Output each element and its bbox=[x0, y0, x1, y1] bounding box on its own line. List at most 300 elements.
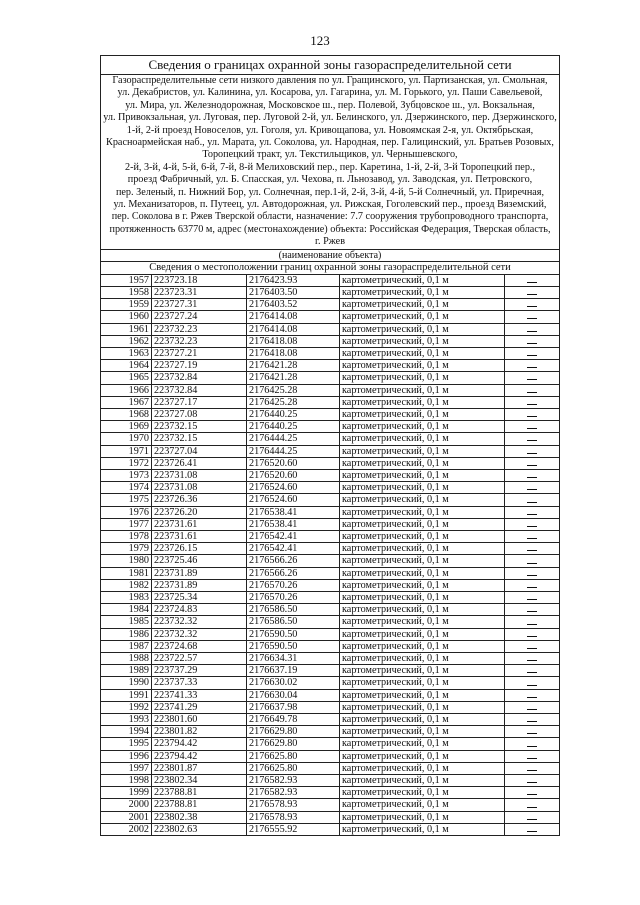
y-coordinate-cell: 2176570.26 bbox=[247, 591, 340, 603]
point-number-cell: 1987 bbox=[101, 640, 152, 652]
accuracy-cell bbox=[505, 530, 560, 542]
y-coordinate-cell: 2176625.80 bbox=[247, 750, 340, 762]
method-cell: картометрический, 0,1 м bbox=[340, 604, 505, 616]
document-heading: Сведения о границах охранной зоны газораспределительной сети bbox=[101, 56, 559, 75]
y-coordinate-cell: 2176524.60 bbox=[247, 494, 340, 506]
dash-mark bbox=[527, 306, 537, 307]
table-row bbox=[101, 628, 559, 640]
method-cell: картометрический, 0,1 м bbox=[340, 372, 505, 384]
method-cell: картометрический, 0,1 м bbox=[340, 677, 505, 689]
description-line: Газораспределительные сети низкого давления по ул. Гращинского, ул. Партизанская, ул. Смольная, bbox=[112, 75, 548, 86]
dash-mark bbox=[527, 685, 537, 686]
x-coordinate-cell: 223725.46 bbox=[152, 555, 247, 567]
point-number-cell: 1967 bbox=[101, 396, 152, 408]
method-cell: картометрический, 0,1 м bbox=[340, 738, 505, 750]
accuracy-cell bbox=[505, 360, 560, 372]
table-row bbox=[101, 689, 559, 701]
y-coordinate-cell: 2176524.60 bbox=[247, 482, 340, 494]
table-row bbox=[101, 323, 559, 335]
y-coordinate-cell: 2176520.60 bbox=[247, 457, 340, 469]
method-cell: картометрический, 0,1 м bbox=[340, 640, 505, 652]
method-cell: картометрический, 0,1 м bbox=[340, 433, 505, 445]
table-row bbox=[101, 335, 559, 347]
point-number-cell: 1995 bbox=[101, 738, 152, 750]
dash-mark bbox=[527, 331, 537, 332]
x-coordinate-cell: 223731.89 bbox=[152, 567, 247, 579]
dash-mark bbox=[527, 575, 537, 576]
x-coordinate-cell: 223802.63 bbox=[152, 823, 247, 835]
y-coordinate-cell: 2176590.50 bbox=[247, 628, 340, 640]
page-number: 123 bbox=[310, 33, 330, 48]
table-row bbox=[101, 518, 559, 530]
table-row bbox=[101, 286, 559, 298]
x-coordinate-cell: 223737.29 bbox=[152, 665, 247, 677]
dash-mark bbox=[527, 672, 537, 673]
point-number-cell: 1997 bbox=[101, 762, 152, 774]
method-cell: картометрический, 0,1 м bbox=[340, 347, 505, 359]
method-cell: картометрический, 0,1 м bbox=[340, 726, 505, 738]
method-cell: картометрический, 0,1 м bbox=[340, 616, 505, 628]
y-coordinate-cell: 2176586.50 bbox=[247, 616, 340, 628]
method-cell: картометрический, 0,1 м bbox=[340, 384, 505, 396]
x-coordinate-cell: 223727.08 bbox=[152, 408, 247, 420]
y-coordinate-cell: 2176542.41 bbox=[247, 530, 340, 542]
table-row bbox=[101, 275, 559, 287]
point-number-cell: 1982 bbox=[101, 579, 152, 591]
dash-mark bbox=[527, 697, 537, 698]
accuracy-cell bbox=[505, 396, 560, 408]
y-coordinate-cell: 2176578.93 bbox=[247, 799, 340, 811]
point-number-cell: 1964 bbox=[101, 360, 152, 372]
x-coordinate-cell: 223727.24 bbox=[152, 311, 247, 323]
table-row bbox=[101, 421, 559, 433]
table-row bbox=[101, 787, 559, 799]
accuracy-cell bbox=[505, 579, 560, 591]
table-row bbox=[101, 775, 559, 787]
point-number-cell: 1961 bbox=[101, 323, 152, 335]
point-number-cell: 1973 bbox=[101, 469, 152, 481]
dash-mark bbox=[527, 367, 537, 368]
y-coordinate-cell: 2176582.93 bbox=[247, 787, 340, 799]
description-line: Торопецкий тракт, ул. Текстильщиков, ул. Чернышевского, bbox=[202, 149, 458, 161]
description-line: г. Ржев bbox=[314, 236, 346, 248]
x-coordinate-cell: 223727.17 bbox=[152, 396, 247, 408]
point-number-cell: 1957 bbox=[101, 275, 152, 287]
description-line: ул. Привокзальная, ул. Луговая, пер. Луговой 2-й, ул. Белинского, ул. Дзержинского, пер. Дзержинского, bbox=[103, 112, 557, 124]
x-coordinate-cell: 223722.57 bbox=[152, 652, 247, 664]
dash-mark bbox=[527, 721, 537, 722]
point-number-cell: 1968 bbox=[101, 408, 152, 420]
method-cell: картометрический, 0,1 м bbox=[340, 799, 505, 811]
method-cell: картометрический, 0,1 м bbox=[340, 652, 505, 664]
method-cell: картометрический, 0,1 м bbox=[340, 701, 505, 713]
dash-mark bbox=[527, 636, 537, 637]
y-coordinate-cell: 2176421.28 bbox=[247, 360, 340, 372]
table-row bbox=[101, 396, 559, 408]
x-coordinate-cell: 223801.87 bbox=[152, 762, 247, 774]
method-cell: картометрический, 0,1 м bbox=[340, 311, 505, 323]
dash-mark bbox=[527, 526, 537, 527]
table-row bbox=[101, 482, 559, 494]
accuracy-cell bbox=[505, 628, 560, 640]
accuracy-cell bbox=[505, 335, 560, 347]
method-cell: картометрический, 0,1 м bbox=[340, 396, 505, 408]
x-coordinate-cell: 223723.31 bbox=[152, 286, 247, 298]
y-coordinate-cell: 2176637.19 bbox=[247, 665, 340, 677]
dash-mark bbox=[527, 538, 537, 539]
table-row bbox=[101, 543, 559, 555]
x-coordinate-cell: 223724.68 bbox=[152, 640, 247, 652]
point-number-cell: 1975 bbox=[101, 494, 152, 506]
table-row bbox=[101, 372, 559, 384]
dash-mark bbox=[527, 355, 537, 356]
accuracy-cell bbox=[505, 323, 560, 335]
x-coordinate-cell: 223727.04 bbox=[152, 445, 247, 457]
x-coordinate-cell: 223731.61 bbox=[152, 530, 247, 542]
point-number-cell: 1993 bbox=[101, 714, 152, 726]
y-coordinate-cell: 2176538.41 bbox=[247, 518, 340, 530]
x-coordinate-cell: 223794.42 bbox=[152, 750, 247, 762]
table-row bbox=[101, 530, 559, 542]
accuracy-cell bbox=[505, 482, 560, 494]
table-row bbox=[101, 506, 559, 518]
dash-mark bbox=[527, 489, 537, 490]
description-line: пер. Соколова в г. Ржев Тверской области, назначение: 7.7 сооружения трубопроводного транспорта, bbox=[111, 211, 549, 223]
table-row bbox=[101, 457, 559, 469]
point-number-cell: 1992 bbox=[101, 701, 152, 713]
x-coordinate-cell: 223737.33 bbox=[152, 677, 247, 689]
table-row bbox=[101, 640, 559, 652]
x-coordinate-cell: 223731.61 bbox=[152, 518, 247, 530]
table-row bbox=[101, 823, 559, 835]
accuracy-cell bbox=[505, 738, 560, 750]
dash-mark bbox=[527, 404, 537, 405]
point-number-cell: 1971 bbox=[101, 445, 152, 457]
x-coordinate-cell: 223732.15 bbox=[152, 421, 247, 433]
method-cell: картометрический, 0,1 м bbox=[340, 286, 505, 298]
point-number-cell: 1989 bbox=[101, 665, 152, 677]
dash-mark bbox=[527, 599, 537, 600]
point-number-cell: 1965 bbox=[101, 372, 152, 384]
x-coordinate-cell: 223724.83 bbox=[152, 604, 247, 616]
section-title: Сведения о местоположении границ охранной зоны газораспределительной сети bbox=[101, 262, 559, 275]
x-coordinate-cell: 223726.15 bbox=[152, 543, 247, 555]
y-coordinate-cell: 2176403.50 bbox=[247, 286, 340, 298]
accuracy-cell bbox=[505, 384, 560, 396]
dash-mark bbox=[527, 440, 537, 441]
y-coordinate-cell: 2176425.28 bbox=[247, 396, 340, 408]
accuracy-cell bbox=[505, 469, 560, 481]
y-coordinate-cell: 2176542.41 bbox=[247, 543, 340, 555]
point-number-cell: 2001 bbox=[101, 811, 152, 823]
accuracy-cell bbox=[505, 457, 560, 469]
method-cell: картометрический, 0,1 м bbox=[340, 579, 505, 591]
method-cell: картометрический, 0,1 м bbox=[340, 591, 505, 603]
x-coordinate-cell: 223732.23 bbox=[152, 335, 247, 347]
y-coordinate-cell: 2176440.25 bbox=[247, 408, 340, 420]
point-number-cell: 2000 bbox=[101, 799, 152, 811]
dash-mark bbox=[527, 563, 537, 564]
object-description bbox=[101, 75, 559, 250]
accuracy-cell bbox=[505, 665, 560, 677]
x-coordinate-cell: 223788.81 bbox=[152, 799, 247, 811]
method-cell: картометрический, 0,1 м bbox=[340, 457, 505, 469]
dash-mark bbox=[527, 428, 537, 429]
point-number-cell: 1998 bbox=[101, 775, 152, 787]
point-number-cell: 1974 bbox=[101, 482, 152, 494]
accuracy-cell bbox=[505, 701, 560, 713]
point-number-cell: 1996 bbox=[101, 750, 152, 762]
description-line: ул. Декабристов, ул. Калинина, ул. Косарова, ул. Гагарина, ул. М. Горького, ул. Паши Савельевой, bbox=[117, 87, 543, 99]
accuracy-cell bbox=[505, 445, 560, 457]
point-number-cell: 1962 bbox=[101, 335, 152, 347]
description-line: ул. Механизаторов, п. Путеец, ул. Автодорожная, ул. Рижская, Гоголевский пер., проезд Вяземский, bbox=[113, 199, 547, 211]
method-cell: картометрический, 0,1 м bbox=[340, 360, 505, 372]
point-number-cell: 1977 bbox=[101, 518, 152, 530]
y-coordinate-cell: 2176421.28 bbox=[247, 372, 340, 384]
y-coordinate-cell: 2176630.04 bbox=[247, 689, 340, 701]
dash-mark bbox=[527, 831, 537, 832]
accuracy-cell bbox=[505, 518, 560, 530]
accuracy-cell bbox=[505, 591, 560, 603]
dash-mark bbox=[527, 624, 537, 625]
method-cell: картометрический, 0,1 м bbox=[340, 469, 505, 481]
accuracy-cell bbox=[505, 494, 560, 506]
y-coordinate-cell: 2176566.26 bbox=[247, 555, 340, 567]
method-cell: картометрический, 0,1 м bbox=[340, 567, 505, 579]
dash-mark bbox=[527, 282, 537, 283]
x-coordinate-cell: 223732.84 bbox=[152, 372, 247, 384]
method-cell: картометрический, 0,1 м bbox=[340, 750, 505, 762]
table-row bbox=[101, 799, 559, 811]
table-row bbox=[101, 408, 559, 420]
x-coordinate-cell: 223731.08 bbox=[152, 469, 247, 481]
point-number-cell: 1985 bbox=[101, 616, 152, 628]
method-cell: картометрический, 0,1 м bbox=[340, 714, 505, 726]
point-number-cell: 1999 bbox=[101, 787, 152, 799]
table-row bbox=[101, 591, 559, 603]
method-cell: картометрический, 0,1 м bbox=[340, 506, 505, 518]
x-coordinate-cell: 223727.19 bbox=[152, 360, 247, 372]
accuracy-cell bbox=[505, 616, 560, 628]
point-number-cell: 2002 bbox=[101, 823, 152, 835]
x-coordinate-cell: 223741.29 bbox=[152, 701, 247, 713]
accuracy-cell bbox=[505, 286, 560, 298]
accuracy-cell bbox=[505, 787, 560, 799]
method-cell: картометрический, 0,1 м bbox=[340, 811, 505, 823]
table-row bbox=[101, 299, 559, 311]
x-coordinate-cell: 223801.60 bbox=[152, 714, 247, 726]
dash-mark bbox=[527, 550, 537, 551]
point-number-cell: 1976 bbox=[101, 506, 152, 518]
method-cell: картометрический, 0,1 м bbox=[340, 482, 505, 494]
x-coordinate-cell: 223726.20 bbox=[152, 506, 247, 518]
table-row bbox=[101, 701, 559, 713]
table-row bbox=[101, 579, 559, 591]
method-cell: картометрический, 0,1 м bbox=[340, 543, 505, 555]
dash-mark bbox=[527, 514, 537, 515]
x-coordinate-cell: 223726.36 bbox=[152, 494, 247, 506]
table-row bbox=[101, 311, 559, 323]
x-coordinate-cell: 223732.15 bbox=[152, 433, 247, 445]
x-coordinate-cell: 223732.32 bbox=[152, 628, 247, 640]
method-cell: картометрический, 0,1 м bbox=[340, 530, 505, 542]
x-coordinate-cell: 223732.32 bbox=[152, 616, 247, 628]
dash-mark bbox=[527, 746, 537, 747]
accuracy-cell bbox=[505, 567, 560, 579]
x-coordinate-cell: 223794.42 bbox=[152, 738, 247, 750]
dash-mark bbox=[527, 660, 537, 661]
accuracy-cell bbox=[505, 775, 560, 787]
dash-mark bbox=[527, 709, 537, 710]
dash-mark bbox=[527, 794, 537, 795]
accuracy-cell bbox=[505, 640, 560, 652]
x-coordinate-cell: 223723.18 bbox=[152, 275, 247, 287]
description-line: 1-й, 2-й проезд Новоселов, ул. Гоголя, ул. Кривощапова, ул. Новоямская 2-я, ул. Октябрьская, bbox=[126, 124, 534, 136]
table-row bbox=[101, 726, 559, 738]
table-row bbox=[101, 433, 559, 445]
dash-mark bbox=[527, 782, 537, 783]
table-row bbox=[101, 616, 559, 628]
dash-mark bbox=[527, 587, 537, 588]
dash-mark bbox=[527, 318, 537, 319]
accuracy-cell bbox=[505, 750, 560, 762]
accuracy-cell bbox=[505, 506, 560, 518]
x-coordinate-cell: 223801.82 bbox=[152, 726, 247, 738]
y-coordinate-cell: 2176570.26 bbox=[247, 579, 340, 591]
y-coordinate-cell: 2176578.93 bbox=[247, 811, 340, 823]
accuracy-cell bbox=[505, 762, 560, 774]
method-cell: картометрический, 0,1 м bbox=[340, 421, 505, 433]
x-coordinate-cell: 223731.89 bbox=[152, 579, 247, 591]
dash-mark bbox=[527, 648, 537, 649]
y-coordinate-cell: 2176520.60 bbox=[247, 469, 340, 481]
dash-mark bbox=[527, 502, 537, 503]
table-row bbox=[101, 714, 559, 726]
accuracy-cell bbox=[505, 799, 560, 811]
point-number-cell: 1978 bbox=[101, 530, 152, 542]
y-coordinate-cell: 2176425.28 bbox=[247, 384, 340, 396]
table-row bbox=[101, 567, 559, 579]
table-row bbox=[101, 665, 559, 677]
method-cell: картометрический, 0,1 м bbox=[340, 275, 505, 287]
y-coordinate-cell: 2176538.41 bbox=[247, 506, 340, 518]
accuracy-cell bbox=[505, 372, 560, 384]
method-cell: картометрический, 0,1 м bbox=[340, 787, 505, 799]
point-number-cell: 1979 bbox=[101, 543, 152, 555]
x-coordinate-cell: 223727.21 bbox=[152, 347, 247, 359]
y-coordinate-cell: 2176403.52 bbox=[247, 299, 340, 311]
y-coordinate-cell: 2176590.50 bbox=[247, 640, 340, 652]
point-number-cell: 1980 bbox=[101, 555, 152, 567]
y-coordinate-cell: 2176629.80 bbox=[247, 726, 340, 738]
point-number-cell: 1983 bbox=[101, 591, 152, 603]
description-line: протяженность 63770 м, адрес (местонахождение) объекта: Российская Федерация, Тверская область, bbox=[109, 223, 551, 235]
y-coordinate-cell: 2176637.98 bbox=[247, 701, 340, 713]
y-coordinate-cell: 2176586.50 bbox=[247, 604, 340, 616]
point-number-cell: 1970 bbox=[101, 433, 152, 445]
y-coordinate-cell: 2176444.25 bbox=[247, 445, 340, 457]
table-row bbox=[101, 555, 559, 567]
description-line: 2-й, 3-й, 4-й, 5-й, 6-й, 7-й, 8-й Мелиховский пер., пер. Каретина, 1-й, 2-й, 3-й Торопецкий пер., bbox=[124, 161, 536, 173]
table-row bbox=[101, 604, 559, 616]
y-coordinate-cell: 2176444.25 bbox=[247, 433, 340, 445]
y-coordinate-cell: 2176555.92 bbox=[247, 823, 340, 835]
accuracy-cell bbox=[505, 714, 560, 726]
method-cell: картометрический, 0,1 м bbox=[340, 665, 505, 677]
method-cell: картометрический, 0,1 м bbox=[340, 628, 505, 640]
accuracy-cell bbox=[505, 408, 560, 420]
x-coordinate-cell: 223802.38 bbox=[152, 811, 247, 823]
table-row bbox=[101, 494, 559, 506]
dash-mark bbox=[527, 392, 537, 393]
table-row bbox=[101, 750, 559, 762]
point-number-cell: 1966 bbox=[101, 384, 152, 396]
x-coordinate-cell: 223732.84 bbox=[152, 384, 247, 396]
point-number-cell: 1960 bbox=[101, 311, 152, 323]
point-number-cell: 1958 bbox=[101, 286, 152, 298]
x-coordinate-cell: 223802.34 bbox=[152, 775, 247, 787]
boundary-document bbox=[100, 55, 560, 836]
y-coordinate-cell: 2176582.93 bbox=[247, 775, 340, 787]
accuracy-cell bbox=[505, 555, 560, 567]
method-cell: картометрический, 0,1 м bbox=[340, 335, 505, 347]
y-coordinate-cell: 2176649.78 bbox=[247, 714, 340, 726]
dash-mark bbox=[527, 453, 537, 454]
point-number-cell: 1986 bbox=[101, 628, 152, 640]
description-line: Красноармейская наб., ул. Марата, ул. Соколова, ул. Народная, пер. Галицинский, ул. Братьев Розовых, bbox=[106, 137, 554, 149]
dash-mark bbox=[527, 343, 537, 344]
y-coordinate-cell: 2176418.08 bbox=[247, 347, 340, 359]
y-coordinate-cell: 2176625.80 bbox=[247, 762, 340, 774]
x-coordinate-cell: 223727.31 bbox=[152, 299, 247, 311]
method-cell: картометрический, 0,1 м bbox=[340, 445, 505, 457]
table-row bbox=[101, 652, 559, 664]
point-number-cell: 1959 bbox=[101, 299, 152, 311]
point-number-cell: 1963 bbox=[101, 347, 152, 359]
y-coordinate-cell: 2176566.26 bbox=[247, 567, 340, 579]
dash-mark bbox=[527, 465, 537, 466]
x-coordinate-cell: 223741.33 bbox=[152, 689, 247, 701]
dash-mark bbox=[527, 611, 537, 612]
dash-mark bbox=[527, 819, 537, 820]
x-coordinate-cell: 223725.34 bbox=[152, 591, 247, 603]
accuracy-cell bbox=[505, 726, 560, 738]
method-cell: картометрический, 0,1 м bbox=[340, 689, 505, 701]
dash-mark bbox=[527, 770, 537, 771]
x-coordinate-cell: 223731.08 bbox=[152, 482, 247, 494]
method-cell: картометрический, 0,1 м bbox=[340, 299, 505, 311]
point-number-cell: 1972 bbox=[101, 457, 152, 469]
coordinates-table bbox=[101, 275, 559, 835]
accuracy-cell bbox=[505, 652, 560, 664]
table-row bbox=[101, 469, 559, 481]
dash-mark bbox=[527, 758, 537, 759]
dash-mark bbox=[527, 294, 537, 295]
accuracy-cell bbox=[505, 421, 560, 433]
accuracy-cell bbox=[505, 433, 560, 445]
point-number-cell: 1969 bbox=[101, 421, 152, 433]
y-coordinate-cell: 2176629.80 bbox=[247, 738, 340, 750]
x-coordinate-cell: 223788.81 bbox=[152, 787, 247, 799]
table-row bbox=[101, 347, 559, 359]
dash-mark bbox=[527, 733, 537, 734]
point-number-cell: 1990 bbox=[101, 677, 152, 689]
method-cell: картометрический, 0,1 м bbox=[340, 408, 505, 420]
point-number-cell: 1988 bbox=[101, 652, 152, 664]
table-row bbox=[101, 360, 559, 372]
dash-mark bbox=[527, 416, 537, 417]
